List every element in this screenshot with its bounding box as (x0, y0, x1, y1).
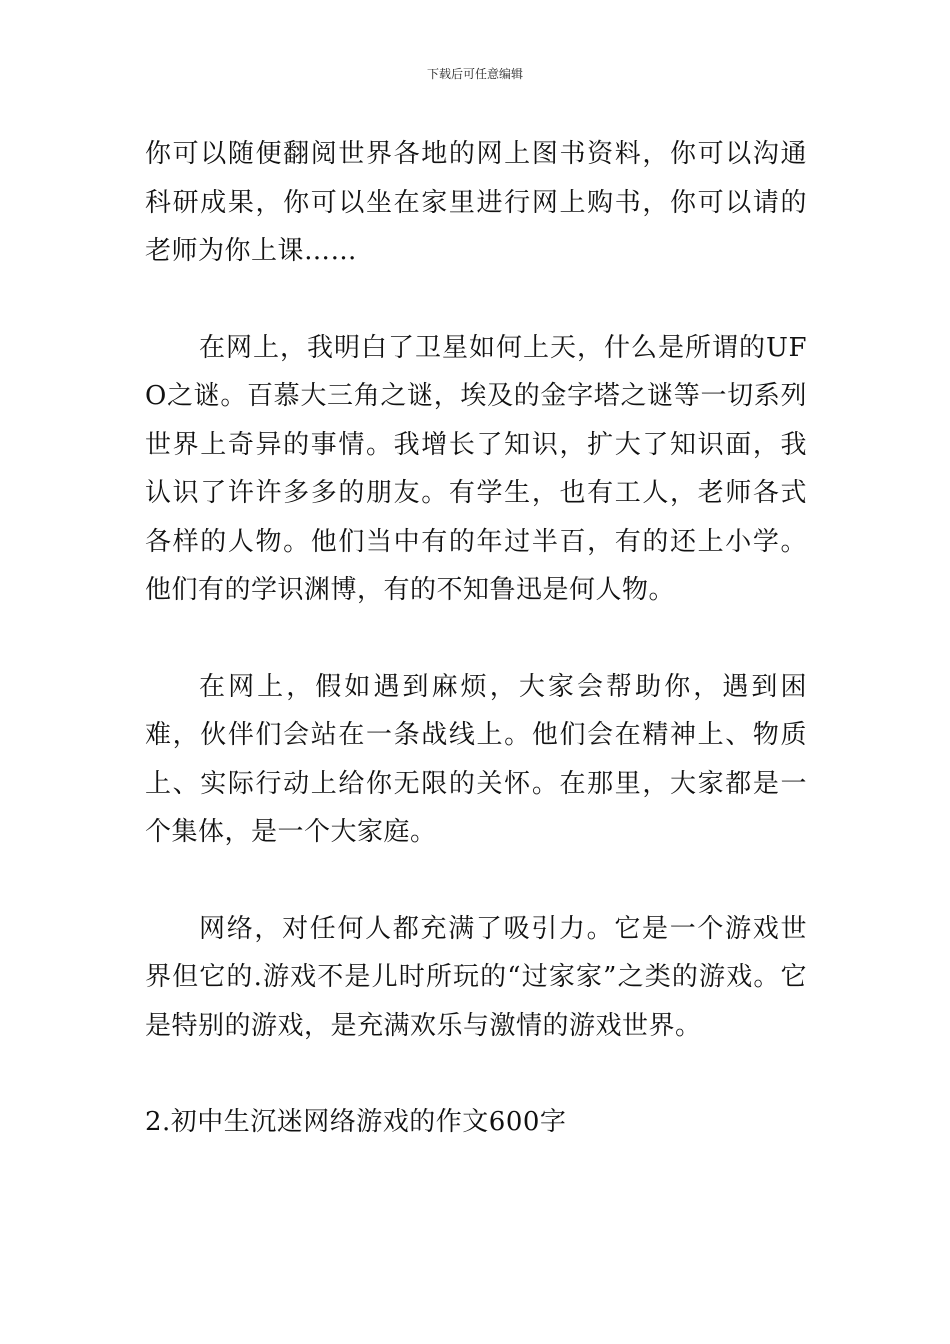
paragraph: 在网上，我明白了卫星如何上天，什么是所谓的UFO之谜。百慕大三角之谜，埃及的金字塔之谜等一切系列世界上奇异的事情。我增长了知识，扩大了知识面，我认识了许许多多的朋友。有学生，也有工人，老师各式各样的人物。他们当中有的年过半百，有的还上小学。他们有的学识渊博，有的不知鲁迅是何人物。 (145, 332, 807, 605)
paragraph: 网络，对任何人都充满了吸引力。它是一个游戏世界但它的.游戏不是儿时所玩的“过家家”之类的游戏。它是特别的游戏，是充满欢乐与激情的游戏世界。 (145, 913, 807, 1041)
paragraph-gap (145, 615, 807, 663)
body-text (145, 130, 807, 1147)
paragraph-gap (145, 1050, 807, 1098)
paragraph-continuation: 你可以随便翻阅世界各地的网上图书资料，你可以沟通科研成果，你可以坐在家里进行网上购书，你可以请的老师为你上课…… (145, 139, 807, 266)
paragraph-gap (145, 276, 807, 324)
paragraph-gap (145, 857, 807, 905)
section-heading: 2.初中生沉迷网络游戏的作文600字 (145, 1107, 567, 1137)
paragraph: 在网上，假如遇到麻烦，大家会帮助你，遇到困难，伙伴们会站在一条战线上。他们会在精神上、物质上、实际行动上给你无限的关怀。在那里，大家都是一个集体，是一个大家庭。 (145, 671, 807, 847)
header-note: 下载后可任意编辑 (426, 67, 523, 81)
